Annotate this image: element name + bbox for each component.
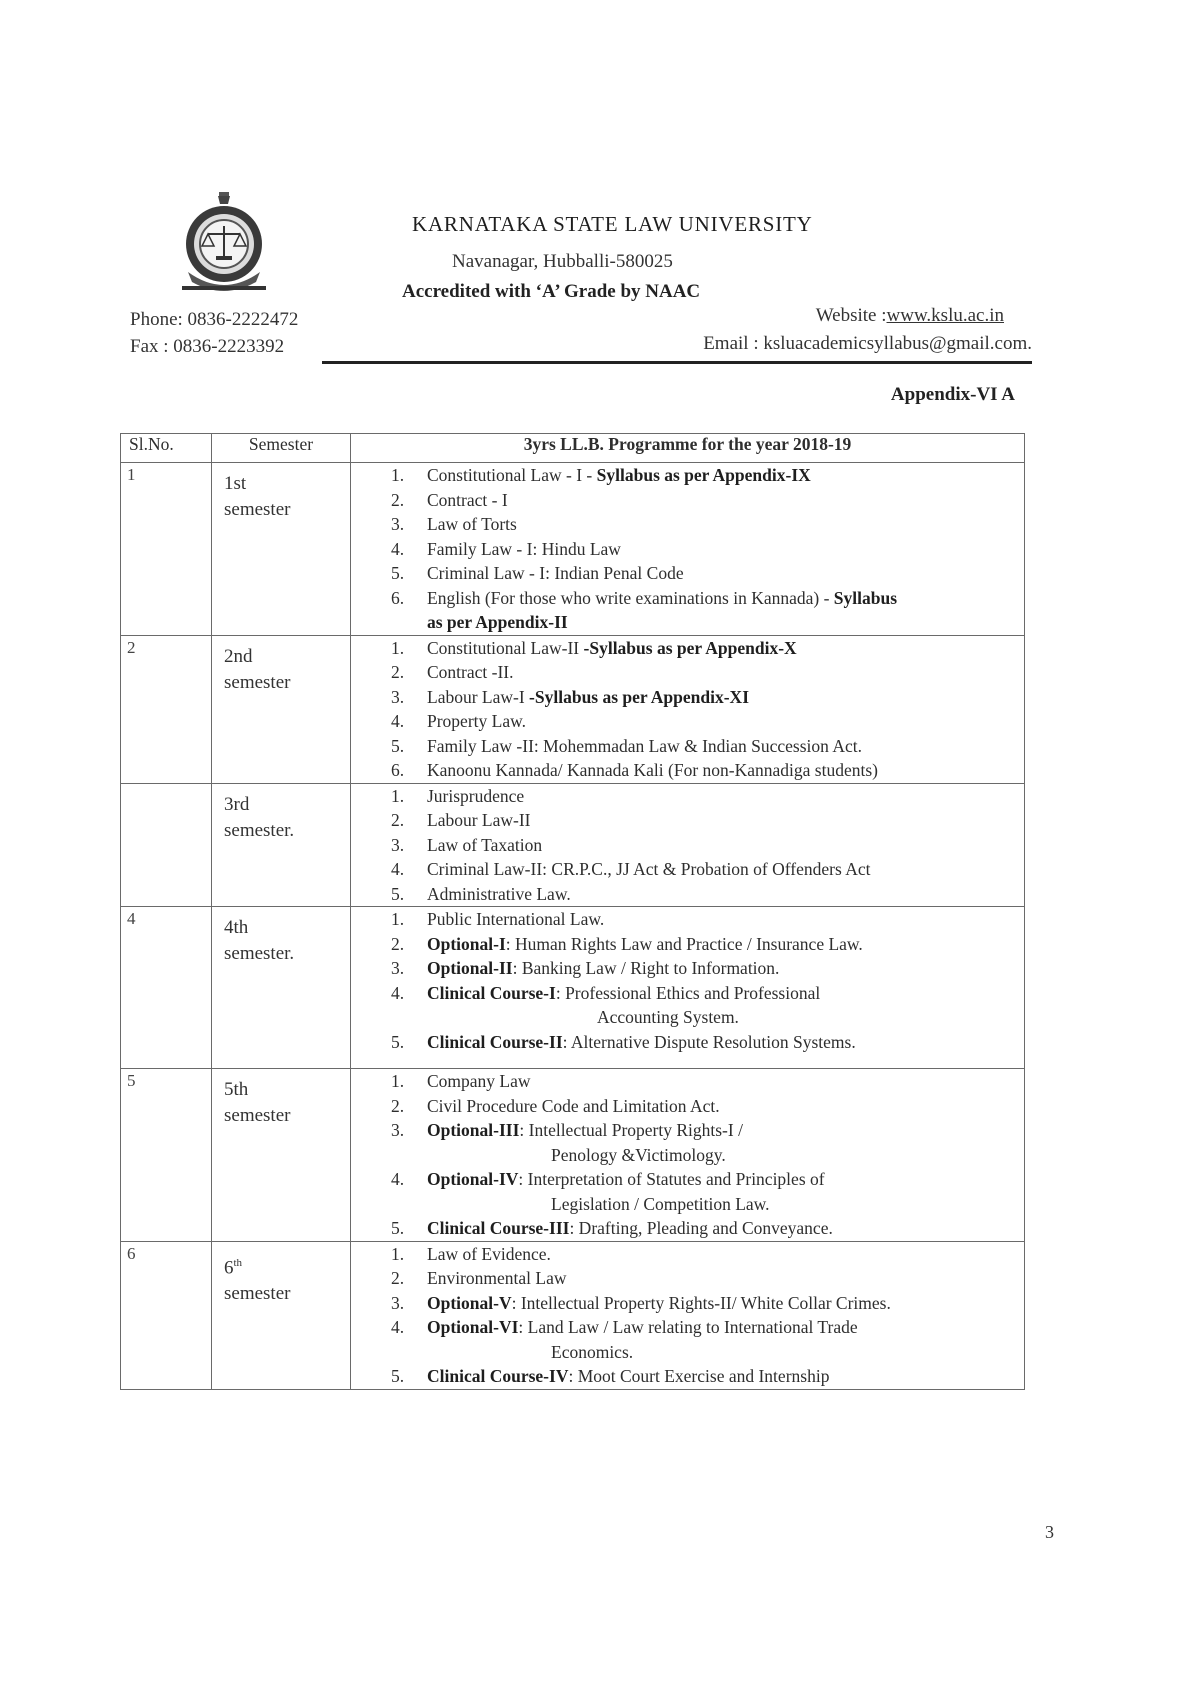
item-number: 3.	[391, 686, 405, 707]
appendix-label: Appendix-VI A	[890, 384, 1015, 405]
item-text: Law of Taxation	[427, 834, 543, 855]
row-semester	[212, 783, 351, 907]
row-subjects	[351, 1241, 1025, 1389]
table-row	[121, 463, 1025, 636]
item-bold-continuation: as per Appendix-II	[427, 612, 568, 632]
item-number: 1.	[391, 465, 405, 485]
semester-line1: 4th	[224, 917, 249, 938]
item-text: Criminal Law-II: CR.P.C., JJ Act & Probation of Offenders Act	[427, 859, 871, 879]
row-semester	[212, 463, 351, 636]
list-item	[391, 1266, 1014, 1291]
item-text: Contract - I	[427, 489, 508, 510]
row-slno: 4	[121, 907, 212, 1069]
item-number: 4.	[391, 982, 405, 1003]
item-text: Family Law -II: Mohemmadan Law & Indian Succession Act.	[427, 735, 862, 756]
list-item	[391, 882, 1014, 907]
semester-line2: semester	[224, 1105, 291, 1126]
row-slno: 5	[121, 1069, 212, 1242]
page-number: 3	[1045, 1522, 1054, 1542]
item-number: 5.	[391, 1031, 405, 1052]
item-continuation: Accounting System.	[597, 1007, 739, 1027]
semester-line2: semester	[224, 1282, 291, 1304]
list-item	[391, 907, 1014, 932]
item-text: Law of Evidence.	[427, 1243, 551, 1264]
semester-line1: 3rd	[224, 793, 250, 815]
row-subjects	[351, 635, 1025, 783]
list-item	[391, 1030, 1014, 1055]
table-header-row	[121, 434, 1025, 463]
phone-number: Phone: 0836-2222472	[130, 309, 299, 330]
list-item	[391, 586, 1014, 635]
table-row	[121, 1241, 1025, 1389]
item-number: 5.	[391, 1218, 405, 1238]
university-name: KARNATAKA STATE LAW UNIVERSITY	[412, 212, 813, 236]
item-number: 2.	[391, 1268, 405, 1288]
row-semester	[212, 1241, 351, 1389]
item-bold-lead: Clinical Course-III	[427, 1218, 570, 1238]
semester-line2: semester.	[224, 943, 295, 964]
header-semester: Semester	[212, 434, 351, 463]
semester-line1: 6	[224, 1256, 234, 1278]
item-number: 4.	[391, 711, 405, 731]
item-number: 2.	[391, 662, 405, 682]
list-item	[391, 808, 1014, 833]
list-item	[391, 857, 1014, 882]
list-item	[391, 1315, 1014, 1364]
item-bold-lead: Optional-II	[427, 958, 513, 978]
item-bold-text: -Syllabus as per Appendix-X	[583, 637, 797, 658]
item-text: : Moot Court Exercise and Internship	[568, 1366, 830, 1386]
item-bold-text: -Syllabus as per Appendix-XI	[529, 686, 750, 707]
semester-line2: semester	[224, 671, 291, 693]
item-text: : Alternative Dispute Resolution Systems.	[562, 1031, 856, 1052]
header-programme: 3yrs LL.B. Programme for the year 2018-19	[351, 434, 1025, 463]
item-bold-lead: Optional-VI	[427, 1317, 519, 1337]
item-text: : Drafting, Pleading and Conveyance.	[569, 1218, 833, 1238]
row-semester	[212, 635, 351, 783]
item-bold-lead: Optional-I	[427, 933, 506, 954]
list-item	[391, 833, 1014, 858]
item-bold-lead: Optional-V	[427, 1292, 512, 1313]
row-slno: 1	[121, 463, 212, 636]
semester-line2: semester.	[224, 819, 295, 841]
item-text: Constitutional Law-II	[427, 637, 584, 658]
item-text: Labour Law-II	[427, 810, 531, 830]
item-number: 5.	[391, 735, 405, 756]
item-number: 6.	[391, 587, 405, 608]
website-line	[816, 305, 1004, 327]
list-item	[391, 488, 1014, 513]
item-number: 1.	[391, 1071, 405, 1091]
list-item	[391, 932, 1014, 957]
list-item	[391, 1291, 1014, 1316]
item-number: 4.	[391, 538, 405, 559]
item-number: 3.	[391, 958, 405, 978]
item-number: 3.	[391, 834, 405, 855]
item-bold-lead: Clinical Course-I	[427, 982, 556, 1003]
item-continuation: Penology &Victimology.	[551, 1144, 726, 1165]
list-item	[391, 512, 1014, 537]
fax-number: Fax : 0836-2223392	[130, 336, 285, 357]
item-bold-lead: Clinical Course-IV	[427, 1366, 569, 1386]
list-item	[391, 1118, 1014, 1167]
list-item	[391, 709, 1014, 734]
syllabus-table	[120, 433, 1025, 1390]
table-row	[121, 1069, 1025, 1242]
item-text: Family Law - I: Hindu Law	[427, 538, 621, 559]
item-text: : Professional Ethics and Professional	[555, 982, 821, 1003]
item-number: 6.	[391, 760, 405, 780]
item-number: 1.	[391, 637, 405, 658]
semester-line1: 1st	[224, 473, 247, 494]
item-text: : Human Rights Law and Practice / Insurance Law.	[505, 933, 863, 954]
item-text: Law of Torts	[427, 514, 517, 534]
item-continuation: Legislation / Competition Law.	[551, 1193, 770, 1214]
item-text: Public International Law.	[427, 909, 605, 929]
table-row	[121, 783, 1025, 907]
item-number: 2.	[391, 489, 405, 510]
item-bold-lead: Optional-III	[427, 1120, 520, 1140]
university-address: Navanagar, Hubballi-580025	[452, 251, 673, 272]
item-text: Labour Law-I	[427, 686, 530, 707]
item-text: Civil Procedure Code and Limitation Act.	[427, 1095, 720, 1116]
item-bold-lead: Clinical Course-II	[427, 1031, 563, 1052]
row-subjects	[351, 783, 1025, 907]
list-item	[391, 784, 1014, 809]
row-subjects	[351, 907, 1025, 1069]
item-number: 3.	[391, 1120, 405, 1140]
header-slno: Sl.No.	[121, 434, 212, 463]
semester-line2: semester	[224, 499, 291, 520]
item-text: English (For those who write examinations in Kannada) -	[427, 587, 834, 608]
semester-line1: 5th	[224, 1079, 249, 1100]
item-text: Constitutional Law - I -	[427, 465, 597, 485]
row-semester	[212, 1069, 351, 1242]
item-number: 5.	[391, 563, 405, 583]
row-slno	[121, 783, 212, 907]
list-item	[391, 561, 1014, 586]
list-item	[391, 1167, 1014, 1216]
item-number: 2.	[391, 933, 405, 954]
accreditation-line: Accredited with ‘A’ Grade by NAAC	[402, 281, 701, 302]
list-item	[391, 734, 1014, 759]
row-slno: 2	[121, 635, 212, 783]
row-slno: 6	[121, 1241, 212, 1389]
item-number: 1.	[391, 785, 405, 806]
list-item	[391, 1242, 1014, 1267]
university-seal-logo	[178, 190, 270, 294]
item-number: 4.	[391, 1317, 405, 1337]
item-number: 2.	[391, 1095, 405, 1116]
item-bold-lead: Optional-IV	[427, 1169, 519, 1189]
item-number: 4.	[391, 1169, 405, 1189]
item-text: : Banking Law / Right to Information.	[512, 958, 780, 978]
table-row	[121, 635, 1025, 783]
website-label: Website :	[815, 305, 887, 326]
item-text: : Interpretation of Statutes and Principles of	[518, 1169, 825, 1189]
email-line: Email : ksluacademicsyllabus@gmail.com.	[703, 333, 1032, 354]
list-item	[391, 956, 1014, 981]
item-text: Kanoonu Kannada/ Kannada Kali (For non-Kannadiga students)	[427, 760, 878, 780]
row-semester	[212, 907, 351, 1069]
item-text: : Intellectual Property Rights-I /	[519, 1120, 743, 1140]
website-link[interactable]: www.kslu.ac.in	[886, 305, 1004, 326]
table-row	[121, 907, 1025, 1069]
item-text: Environmental Law	[427, 1268, 567, 1288]
item-text: Administrative Law.	[427, 883, 571, 904]
list-item	[391, 685, 1014, 710]
list-item	[391, 1069, 1014, 1094]
list-item	[391, 758, 1014, 783]
item-number: 2.	[391, 810, 405, 830]
item-number: 3.	[391, 514, 405, 534]
list-item	[391, 1094, 1014, 1119]
item-continuation: Economics.	[551, 1341, 634, 1362]
semester-superscript: th	[233, 1256, 243, 1269]
item-bold-text: Syllabus	[833, 587, 898, 608]
list-item	[391, 660, 1014, 685]
item-text: : Intellectual Property Rights-II/ White Collar Crimes.	[511, 1292, 891, 1313]
item-text: Criminal Law - I: Indian Penal Code	[427, 563, 684, 583]
item-text: Jurisprudence	[427, 785, 525, 806]
list-item	[391, 537, 1014, 562]
item-bold-text: Syllabus as per Appendix-IX	[596, 465, 811, 485]
item-number: 4.	[391, 859, 405, 879]
list-item	[391, 1364, 1014, 1389]
item-text: : Land Law / Law relating to International Trade	[518, 1317, 858, 1337]
list-item	[391, 636, 1014, 661]
item-number: 5.	[391, 883, 405, 904]
list-item	[391, 1216, 1014, 1241]
semester-line1: 2nd	[224, 645, 253, 667]
list-item	[391, 981, 1014, 1030]
item-number: 5.	[391, 1366, 405, 1386]
item-number: 3.	[391, 1292, 405, 1313]
item-text: Contract -II.	[427, 662, 514, 682]
row-subjects	[351, 1069, 1025, 1242]
item-number: 1.	[391, 909, 405, 929]
item-number: 1.	[391, 1243, 405, 1264]
item-text: Property Law.	[427, 711, 526, 731]
header-divider	[322, 361, 1032, 364]
row-subjects	[351, 463, 1025, 636]
item-text: Company Law	[427, 1071, 531, 1091]
list-item	[391, 463, 1014, 488]
